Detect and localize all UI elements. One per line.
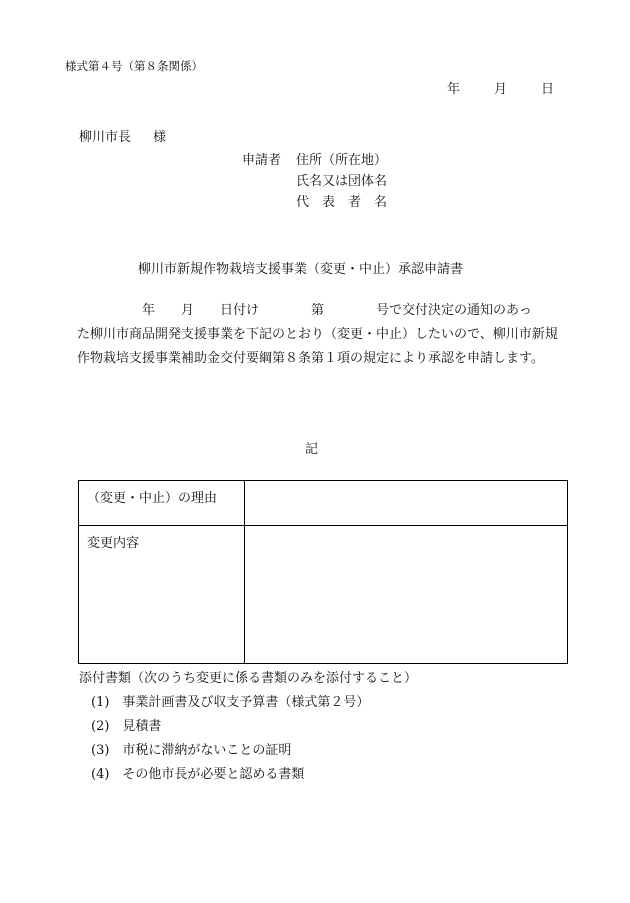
applicant-label: 申請者 bbox=[242, 153, 282, 168]
applicant-representative: 代 表 者 名 bbox=[296, 195, 388, 210]
change-content-label: 変更内容 bbox=[79, 526, 245, 664]
attachment-item: (2) 見積書 bbox=[91, 719, 162, 734]
attachment-item: (4) その他市長が必要と認める書類 bbox=[91, 767, 305, 782]
form-number: 様式第４号（第８条関係） bbox=[65, 59, 203, 73]
ki-heading: 記 bbox=[305, 442, 319, 457]
applicant-address: 住所（所在地） bbox=[296, 153, 388, 168]
date-month: 月 bbox=[494, 82, 508, 97]
date-year: 年 bbox=[447, 82, 461, 97]
addressee-name: 柳川市長 bbox=[79, 130, 132, 145]
reason-label: （変更・中止）の理由 bbox=[79, 481, 245, 526]
addressee-honorific: 様 bbox=[153, 130, 167, 145]
date-day: 日 bbox=[541, 82, 555, 97]
body-line-1: 年 月 日付け 第 号で交付決定の通知のあっ bbox=[77, 303, 532, 318]
record-table bbox=[78, 480, 568, 664]
attachment-item: (1) 事業計画書及び収支予算書（様式第２号） bbox=[91, 695, 370, 710]
table-row bbox=[79, 526, 568, 664]
change-content-value[interactable] bbox=[245, 526, 568, 664]
attachment-item: (3) 市税に滞納がないことの証明 bbox=[91, 743, 292, 758]
attachments-heading: 添付書類（次のうち変更に係る書類のみを添付すること） bbox=[79, 671, 418, 686]
document-title: 柳川市新規作物栽培支援事業（変更・中止）承認申請書 bbox=[138, 262, 464, 277]
applicant-name: 氏名又は団体名 bbox=[296, 174, 388, 189]
table-row bbox=[79, 481, 568, 526]
body-paragraph bbox=[77, 299, 567, 371]
date-line bbox=[447, 78, 554, 97]
body-rest: た柳川市商品開発支援事業を下記のとおり（変更・中止）したいので、柳川市新規作物栽培支援事業補助金交付要綱第８条第１項の規定により承認を申請します。 bbox=[77, 327, 558, 366]
reason-value[interactable] bbox=[245, 481, 568, 526]
addressee bbox=[79, 126, 166, 145]
